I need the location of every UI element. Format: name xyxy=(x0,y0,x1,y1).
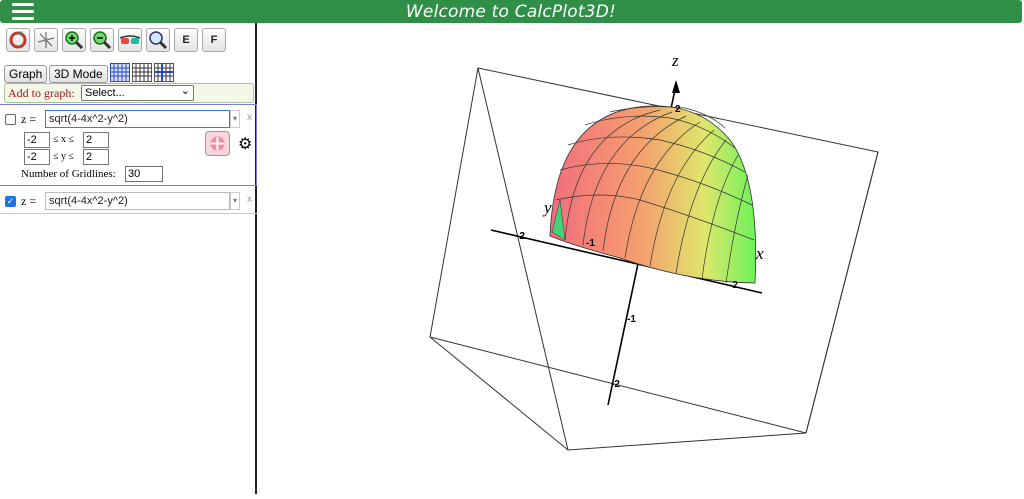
z-tick-neg1: -1 xyxy=(627,314,636,325)
y-max-input[interactable]: 2 xyxy=(83,149,109,165)
function-1-prefix: z = xyxy=(21,112,37,126)
grid-box-icon[interactable] xyxy=(110,63,130,82)
graph-button[interactable]: Graph xyxy=(4,65,47,83)
y-range-label: ≤ y ≤ xyxy=(53,151,74,162)
surface-dome xyxy=(550,106,756,283)
z-tick-2: 2 xyxy=(675,104,681,115)
gridlines-label: Number of Gridlines: xyxy=(21,168,116,180)
surface-color-icon[interactable] xyxy=(205,131,230,156)
function-2-checkbox[interactable]: ✓ xyxy=(6,196,15,206)
y-axis-label: y xyxy=(544,198,552,217)
x-max-input[interactable]: 2 xyxy=(83,132,109,148)
add-to-graph-select[interactable]: Select... ⌄ xyxy=(81,85,194,101)
add-to-graph-label: Add to graph: xyxy=(8,86,75,100)
axes-view-icon[interactable] xyxy=(34,28,58,52)
zoom-fit-icon[interactable] xyxy=(146,28,170,52)
f-button[interactable]: F xyxy=(202,28,226,52)
gear-icon[interactable]: ⚙ xyxy=(238,136,253,153)
grid-plane-icon[interactable] xyxy=(132,63,152,82)
title-bar xyxy=(0,0,1022,23)
rotate-icon[interactable] xyxy=(6,28,30,52)
app-title: Welcome to CalcPlot3D! xyxy=(405,2,617,22)
y-tick-neg1: -1 xyxy=(586,238,595,249)
z-axis-arrow xyxy=(672,80,680,93)
plot-svg[interactable] xyxy=(258,24,1024,494)
function-1-remove-button[interactable]: x xyxy=(247,112,252,123)
gridlines-input[interactable]: 30 xyxy=(125,166,163,182)
x-axis-label: x xyxy=(756,244,764,263)
function-2-expression-input[interactable]: sqrt(4-4x^2-y^2) xyxy=(45,192,230,210)
add-to-graph-bar xyxy=(4,83,254,103)
x-min-input[interactable]: -2 xyxy=(24,132,50,148)
x-range-label: ≤ x ≤ xyxy=(53,134,74,145)
y-tick-neg2: -2 xyxy=(516,231,525,242)
3d-mode-button[interactable]: 3D Mode xyxy=(49,65,108,83)
e-button[interactable]: E xyxy=(174,28,198,52)
function-1-expression-input[interactable]: sqrt(4-4x^2-y^2) xyxy=(45,110,230,128)
3d-glasses-icon[interactable] xyxy=(118,28,142,52)
zoom-in-icon[interactable] xyxy=(62,28,86,52)
z-axis-label: z xyxy=(672,51,679,70)
y-min-input[interactable]: -2 xyxy=(24,149,50,165)
function-1-dropdown-icon[interactable]: ▾ xyxy=(230,110,240,128)
zoom-out-icon[interactable] xyxy=(90,28,114,52)
function-1-checkbox[interactable] xyxy=(5,114,16,125)
z-tick-neg2: -2 xyxy=(611,379,620,390)
grid-axes-icon[interactable] xyxy=(154,63,174,82)
divider xyxy=(0,213,257,214)
function-2-remove-button[interactable]: x xyxy=(247,194,252,205)
function-2-dropdown-icon[interactable]: ▾ xyxy=(230,192,240,210)
graph-canvas[interactable] xyxy=(258,24,1024,494)
function-2-prefix: z = xyxy=(21,194,37,208)
x-tick-neg2: -2 xyxy=(729,280,738,291)
